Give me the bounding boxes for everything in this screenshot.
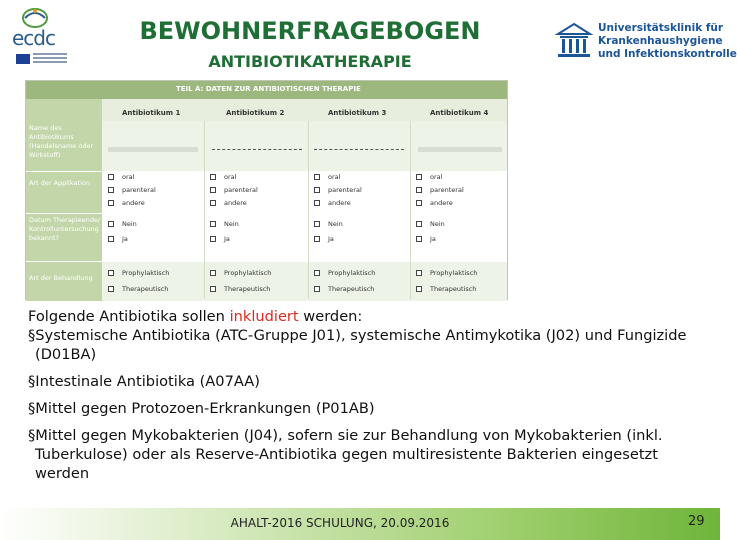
form-checkbox [108,236,114,242]
university-logo [556,20,737,64]
form-option-no: Nein [328,220,343,228]
form-option-prophylactic: Prophylaktisch [328,269,376,277]
form-checkbox [416,286,422,292]
temple-icon [556,22,592,60]
form-checkbox [314,221,320,227]
form-checkbox [210,270,216,276]
form-row-band [102,213,507,261]
page-subtitle: ANTIBIOTIKATHERAPIE [208,52,412,71]
form-divider [26,261,507,262]
form-option-therapeutic: Therapeutisch [328,285,375,293]
inclusion-item: §Mittel gegen Mykobakterien (J04), sofern sie zur Behandlung von Mykobakterien (inkl. Tuberkulose) oder als Reserve-Antibiotika gegen multiresistente Bakterien eingesetzt werden [28,427,663,482]
form-option-parenteral: parenteral [430,186,464,194]
form-row-band [102,121,507,171]
inclusion-item: §Systemische Antibiotika (ATC-Gruppe J01), systemische Antimykotika (J02) und Fungizide (D01BA) [28,327,687,363]
form-row-label-application: Art der Applikation [29,179,90,187]
form-option-oral: oral [224,173,237,181]
form-checkbox [314,187,320,193]
form-checkbox [108,187,114,193]
page-number: 29 [688,514,705,529]
form-option-therapeutic: Therapeutisch [122,285,169,293]
university-line-3: und Infektionskontrolle [598,48,737,60]
form-checkbox [416,236,422,242]
form-option-parenteral: parenteral [328,186,362,194]
form-name-line [314,149,404,150]
intro-text-end: werden: [298,308,363,325]
university-line-2: Krankenhaushygiene [598,35,723,47]
form-option-parenteral: parenteral [224,186,258,194]
form-option-oral: oral [122,173,135,181]
form-row-label-end-date: Datum Therapieende/ Kontrolluntersuchung bekannt? [29,216,101,242]
form-column-divider [308,121,309,299]
intro-highlight: inkludiert [229,308,299,325]
form-option-therapeutic: Therapeutisch [430,285,477,293]
inclusion-intro [28,307,708,326]
form-checkbox [416,187,422,193]
university-line-1: Universitätsklinik für [598,22,724,34]
form-checkbox [314,174,320,180]
page-title: BEWOHNERFRAGEBOGEN [139,17,481,45]
intro-text: Folgende Antibiotika sollen [28,308,230,325]
form-option-prophylactic: Prophylaktisch [122,269,170,277]
university-name [598,22,737,61]
form-checkbox [210,221,216,227]
form-divider [26,171,507,172]
form-option-oral: oral [328,173,341,181]
form-checkbox [416,221,422,227]
form-checkbox [314,286,320,292]
footer-text: AHALT-2016 SCHULUNG, 20.09.2016 [230,516,450,530]
form-option-other: andere [122,199,145,207]
form-checkbox [416,270,422,276]
form-checkbox [314,236,320,242]
form-column-4: Antibiotikum 4 [430,109,489,117]
inclusion-item: §Intestinale Antibiotika (A07AA) [28,373,260,390]
inclusion-item: §Mittel gegen Protozoen-Erkrankungen (P01AB) [28,400,375,417]
ecdc-wordmark: ecdc [12,26,55,50]
form-column-1: Antibiotikum 1 [122,109,181,117]
form-option-no: Nein [430,220,445,228]
form-checkbox [108,270,114,276]
form-name-line [212,149,302,150]
form-option-yes: Ja [224,235,230,243]
form-column-3: Antibiotikum 3 [328,109,387,117]
form-row-band [102,261,507,301]
form-checkbox [210,286,216,292]
form-column-2: Antibiotikum 2 [226,109,285,117]
form-name-line [108,147,198,152]
form-option-prophylactic: Prophylaktisch [430,269,478,277]
form-checkbox [108,286,114,292]
form-option-no: Nein [122,220,137,228]
form-option-other: andere [328,199,351,207]
form-option-no: Nein [224,220,239,228]
form-option-other: andere [224,199,247,207]
form-option-parenteral: parenteral [122,186,156,194]
form-checkbox [416,174,422,180]
form-checkbox [108,221,114,227]
form-option-prophylactic: Prophylaktisch [224,269,272,277]
form-divider [26,213,507,214]
form-option-other: andere [430,199,453,207]
form-checkbox [314,200,320,206]
form-checkbox [108,174,114,180]
form-checkbox [210,200,216,206]
form-column-divider [204,121,205,299]
form-row-label-treatment: Art der Behandlung [29,274,93,282]
questionnaire-form-image [25,80,508,300]
form-column-divider [410,121,411,299]
form-option-yes: Ja [328,235,334,243]
form-row-label-name: Name des Antibiotikums (Handelsname oder Wirkstoff) [29,124,94,159]
form-option-yes: Ja [430,235,436,243]
form-option-oral: oral [430,173,443,181]
form-checkbox [314,270,320,276]
form-name-line [418,147,502,152]
form-checkbox [210,236,216,242]
form-option-yes: Ja [122,235,128,243]
inclusion-criteria-text [28,307,708,483]
form-checkbox [416,200,422,206]
form-option-therapeutic: Therapeutisch [224,285,271,293]
form-checkbox [210,187,216,193]
form-checkbox [108,200,114,206]
form-checkbox [210,174,216,180]
form-banner: TEIL A: DATEN ZUR ANTIBIOTISCHEN THERAPIE [26,81,507,99]
